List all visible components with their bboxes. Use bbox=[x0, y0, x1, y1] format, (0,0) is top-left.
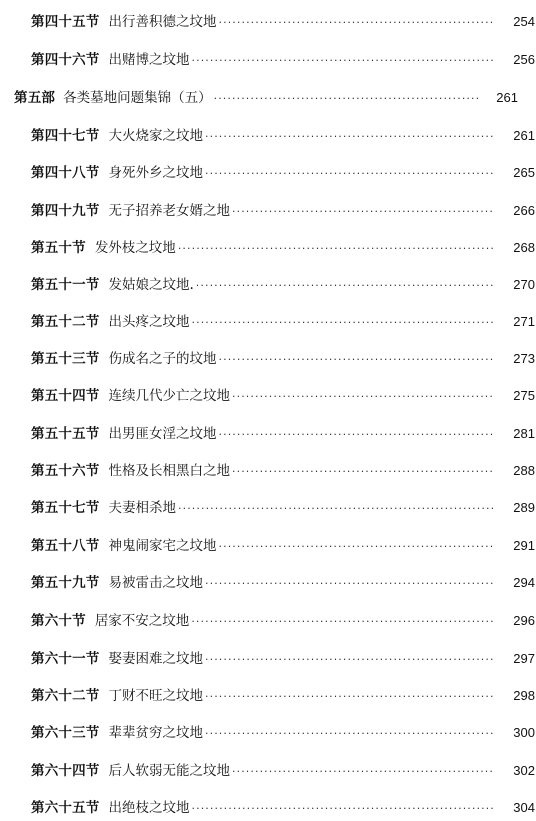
dot-leader bbox=[192, 48, 496, 72]
toc-entry bbox=[0, 236, 536, 260]
toc-entry-label: 第六十二节 bbox=[31, 688, 100, 704]
toc-entry-page: 294 bbox=[513, 575, 535, 590]
toc-entry bbox=[0, 48, 536, 72]
toc-entry-title: 各类墓地问题集锦（五） bbox=[63, 90, 212, 106]
toc-entry-title: 出男匪女淫之坟地 bbox=[108, 426, 217, 442]
toc-entry-page: 261 bbox=[513, 128, 535, 143]
toc-entry-title: 连续几代少亡之坟地 bbox=[108, 388, 230, 404]
toc-entry bbox=[0, 273, 536, 297]
toc-entry-title: 发姑娘之坟地. bbox=[108, 277, 194, 293]
dot-leader bbox=[205, 161, 495, 185]
toc-entry bbox=[0, 534, 536, 558]
toc-entry bbox=[0, 459, 536, 483]
dot-leader bbox=[191, 609, 495, 633]
dot-leader bbox=[232, 384, 495, 408]
toc-entry-label: 第五十一节 bbox=[31, 277, 100, 293]
toc-entry-title: 出绝枝之坟地 bbox=[108, 800, 190, 816]
toc-entry-label: 第五十五节 bbox=[31, 426, 100, 442]
toc-entry bbox=[0, 609, 536, 633]
toc-entry-page: 275 bbox=[513, 388, 535, 403]
toc-entry-page: 281 bbox=[513, 426, 535, 441]
dot-leader bbox=[178, 496, 495, 520]
toc-entry-page: 271 bbox=[513, 314, 535, 329]
toc-entry-title: 出行善积德之坟地 bbox=[108, 14, 217, 30]
dot-leader bbox=[178, 236, 495, 260]
toc-entry bbox=[0, 199, 536, 223]
toc-entry-title: 无子招养老女婿之地 bbox=[108, 203, 230, 219]
toc-entry-page: 256 bbox=[513, 52, 535, 67]
toc-entry-page: 289 bbox=[513, 500, 535, 515]
toc-entry-page: 254 bbox=[513, 14, 535, 29]
dot-leader bbox=[232, 459, 495, 483]
toc-entry-page: 304 bbox=[513, 800, 535, 815]
toc-entry bbox=[0, 684, 536, 708]
toc-entry-page: 266 bbox=[513, 203, 535, 218]
toc-entry-label: 第五十四节 bbox=[31, 388, 100, 404]
dot-leader bbox=[219, 347, 496, 371]
toc-entry-page: 270 bbox=[513, 277, 535, 292]
toc-entry bbox=[0, 161, 536, 185]
toc-entry-page: 261 bbox=[496, 90, 518, 105]
dot-leader bbox=[192, 796, 496, 820]
toc-entry-label: 第四十七节 bbox=[31, 128, 100, 144]
toc-entry-page: 268 bbox=[513, 240, 535, 255]
dot-leader bbox=[232, 759, 495, 783]
toc-entry bbox=[0, 422, 536, 446]
toc-entry-label: 第四十六节 bbox=[31, 52, 100, 68]
dot-leader bbox=[205, 124, 495, 148]
toc-entry bbox=[0, 496, 536, 520]
toc-entry-title: 伤成名之子的坟地 bbox=[108, 351, 217, 367]
toc-part-entry bbox=[0, 86, 536, 110]
toc-entry-label: 第六十节 bbox=[31, 613, 86, 629]
dot-leader bbox=[205, 571, 495, 595]
toc-entry bbox=[0, 347, 536, 371]
dot-leader bbox=[219, 10, 496, 34]
dot-leader bbox=[205, 647, 495, 671]
toc-entry-title: 神鬼闹家宅之坟地 bbox=[108, 538, 217, 554]
toc-entry-page: 300 bbox=[513, 725, 535, 740]
dot-leader bbox=[232, 199, 495, 223]
toc-entry-label: 第六十三节 bbox=[31, 725, 100, 741]
dot-leader bbox=[205, 684, 495, 708]
toc-entry-label: 第五十六节 bbox=[31, 463, 100, 479]
toc-entry-label: 第五十节 bbox=[31, 240, 86, 256]
toc-entry bbox=[0, 647, 536, 671]
toc-entry-title: 身死外乡之坟地 bbox=[108, 165, 203, 181]
dot-leader bbox=[196, 273, 495, 297]
toc-entry-label: 第五十九节 bbox=[31, 575, 100, 591]
toc-entry-label: 第四十五节 bbox=[31, 14, 100, 30]
toc-entry-page: 273 bbox=[513, 351, 535, 366]
toc-entry-label: 第六十五节 bbox=[31, 800, 100, 816]
toc-entry bbox=[0, 310, 536, 334]
toc-entry bbox=[0, 759, 536, 783]
toc-entry-page: 302 bbox=[513, 763, 535, 778]
toc-entry-label: 第五部 bbox=[14, 90, 56, 106]
toc-entry-label: 第六十四节 bbox=[31, 763, 100, 779]
toc-entry-title: 大火烧家之坟地 bbox=[108, 128, 203, 144]
toc-entry-page: 297 bbox=[513, 651, 535, 666]
toc-entry-label: 第六十一节 bbox=[31, 651, 100, 667]
toc-entry-page: 265 bbox=[513, 165, 535, 180]
toc-entry-title: 性格及长相黑白之地 bbox=[108, 463, 230, 479]
dot-leader bbox=[205, 721, 495, 745]
dot-leader bbox=[219, 534, 496, 558]
dot-leader bbox=[214, 86, 478, 110]
toc-entry-label: 第四十九节 bbox=[31, 203, 100, 219]
toc-entry-title: 后人软弱无能之坟地 bbox=[108, 763, 230, 779]
toc-entry bbox=[0, 124, 536, 148]
toc-entry-title: 丁财不旺之坟地 bbox=[108, 688, 203, 704]
dot-leader bbox=[219, 422, 496, 446]
toc-entry-title: 出赌博之坟地 bbox=[108, 52, 190, 68]
toc-entry bbox=[0, 571, 536, 595]
toc-entry-title: 夫妻相杀地 bbox=[108, 500, 176, 516]
toc-entry bbox=[0, 10, 536, 34]
toc-entry bbox=[0, 721, 536, 745]
toc-entry-label: 第五十七节 bbox=[31, 500, 100, 516]
toc-entry-title: 易被雷击之坟地 bbox=[108, 575, 203, 591]
toc-entry bbox=[0, 384, 536, 408]
toc-entry-label: 第五十八节 bbox=[31, 538, 100, 554]
toc-entry-page: 288 bbox=[513, 463, 535, 478]
toc-entry-title: 娶妻困难之坟地 bbox=[108, 651, 203, 667]
toc-entry-page: 296 bbox=[513, 613, 535, 628]
toc-entry-title: 发外枝之坟地 bbox=[94, 240, 176, 256]
toc-entry-page: 298 bbox=[513, 688, 535, 703]
toc-entry-title: 辈辈贫穷之坟地 bbox=[108, 725, 203, 741]
toc-entry-label: 第四十八节 bbox=[31, 165, 100, 181]
toc-entry-title: 居家不安之坟地 bbox=[94, 613, 190, 629]
toc-entry-label: 第五十三节 bbox=[31, 351, 100, 367]
toc-entry-label: 第五十二节 bbox=[31, 314, 100, 330]
dot-leader bbox=[192, 310, 496, 334]
toc-entry-title: 出头疼之坟地 bbox=[108, 314, 190, 330]
toc-entry bbox=[0, 796, 536, 820]
toc-entry-page: 291 bbox=[513, 538, 535, 553]
